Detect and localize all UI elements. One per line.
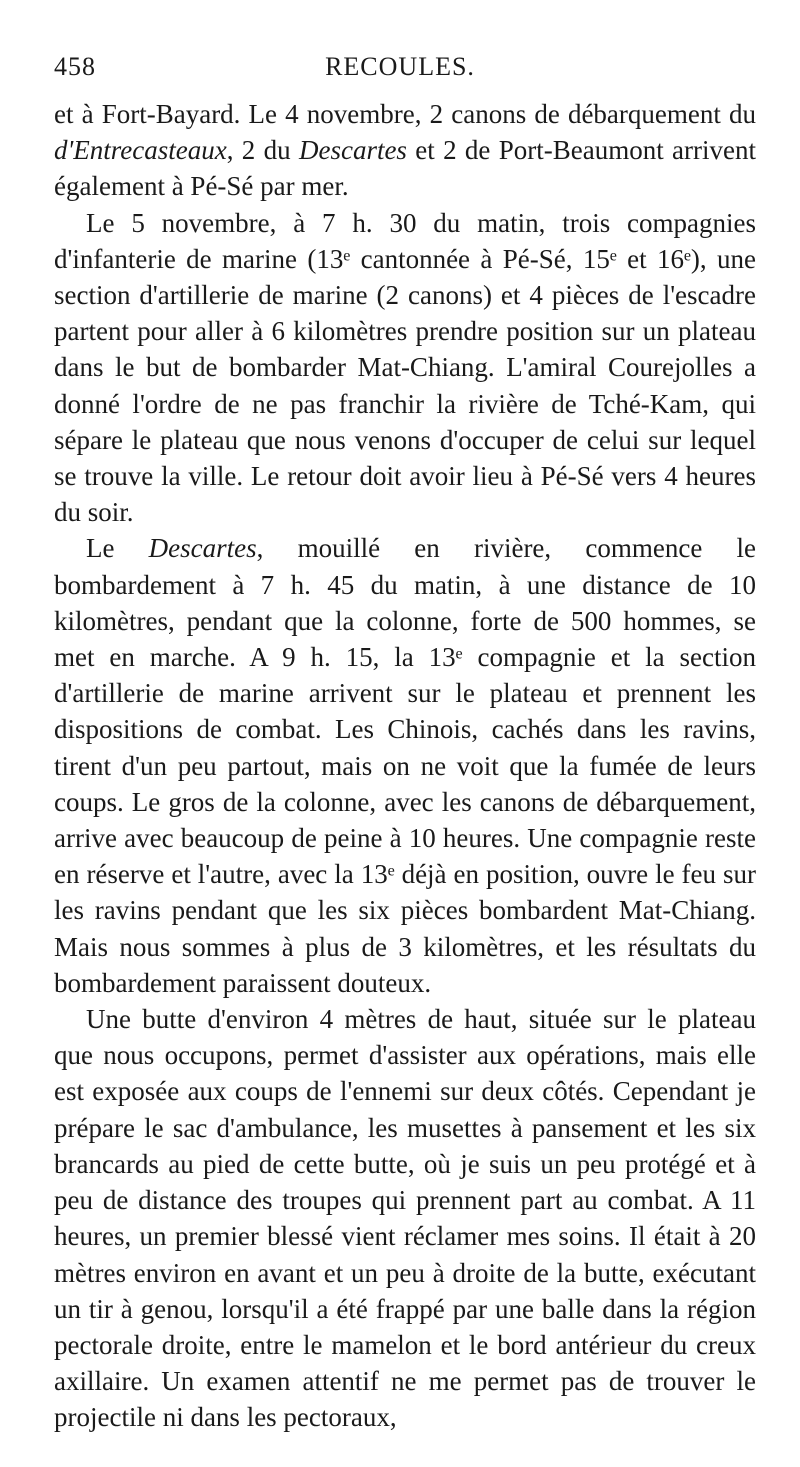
paragraph — [54, 1001, 756, 1435]
page-number: 458 — [54, 52, 96, 81]
italic-ship-name: d'Entrecasteaux — [54, 135, 227, 166]
paragraph — [54, 96, 756, 205]
body-text — [54, 96, 756, 1436]
text-run: et 2 de Port-Beaumont arrivent également à Pé-Sé par mer. — [54, 135, 757, 202]
text-run: Une butte d'environ 4 mètres de haut, située sur le plateau que nous occupons, permet d'assister aux opérations, mais elle est exposée aux coups de l'ennemi sur deux côtés. Cependant je prépare le sac d'ambulance, les musettes à pansement et les six brancards au pied de cette butte, où je suis un peu protégé et à peu de distance des troupes qui prennent part au combat. A 11 heures, un premier blessé vient réclamer mes soins. Il était à 20 mètres environ en avant et un peu à droite de la butte, exécutant un tir à genou, lorsqu'il a été frappé par une balle dans la région pectorale droite, entre le mamelon et le bord antérieur du creux axillaire. Un examen attentif ne me permet pas de trouver le projectile ni dans les pectoraux, — [54, 1004, 756, 1433]
italic-ship-name: Descartes — [148, 533, 257, 564]
text-run: , mouillé en rivière, commence le bombardement à 7 h. 45 du matin, à une distance de 10 kilomètres, pendant que la colonne, forte de 500 hommes, se met en marche. A 9 h. 15, la 13ᵉ compagnie et la section d'artillerie de marine arrivent sur le plateau et prennent les dispositions de combat. Les Chinois, cachés dans les ravins, tirent d'un peu partout, mais on ne voit que la fumée de leurs coups. Le gros de la colonne, avec les canons de débarquement, arrive avec beaucoup de peine à 10 heures. Une compagnie reste en réserve et l'autre, avec la 13ᵉ déjà en position, ouvre le feu sur les ravins pendant que les six pièces bombardent Mat-Chiang. Mais nous sommes à plus de 3 kilomètres, et les résultats du bombardement paraissent douteux. — [54, 533, 756, 998]
text-run: Le — [86, 533, 149, 564]
text-run: , 2 du — [226, 135, 299, 166]
running-title: RECOULES. — [325, 52, 475, 81]
page-header — [54, 52, 746, 92]
text-run: Le 5 novembre, à 7 h. 30 du matin, trois compagnies d'infanterie de marine (13ᵉ cantonnée à Pé-Sé, 15ᵉ et 16ᵉ), une section d'artillerie de marine (2 canons) et 4 pièces de l'escadre partent pour aller à 6 kilomètres prendre position sur un plateau dans le but de bombarder Mat-Chiang. L'amiral Courejolles a donné l'ordre de ne pas franchir la rivière de Tché-Kam, qui sépare le plateau que nous venons d'occuper de celui sur lequel se trouve la ville. Le retour doit avoir lieu à Pé-Sé vers 4 heures du soir. — [54, 207, 756, 528]
paragraph — [54, 530, 756, 1001]
paragraph — [54, 205, 756, 531]
italic-ship-name: Descartes — [298, 135, 407, 166]
text-run: et à Fort-Bayard. Le 4 novembre, 2 canons de débarquement du — [54, 99, 756, 129]
